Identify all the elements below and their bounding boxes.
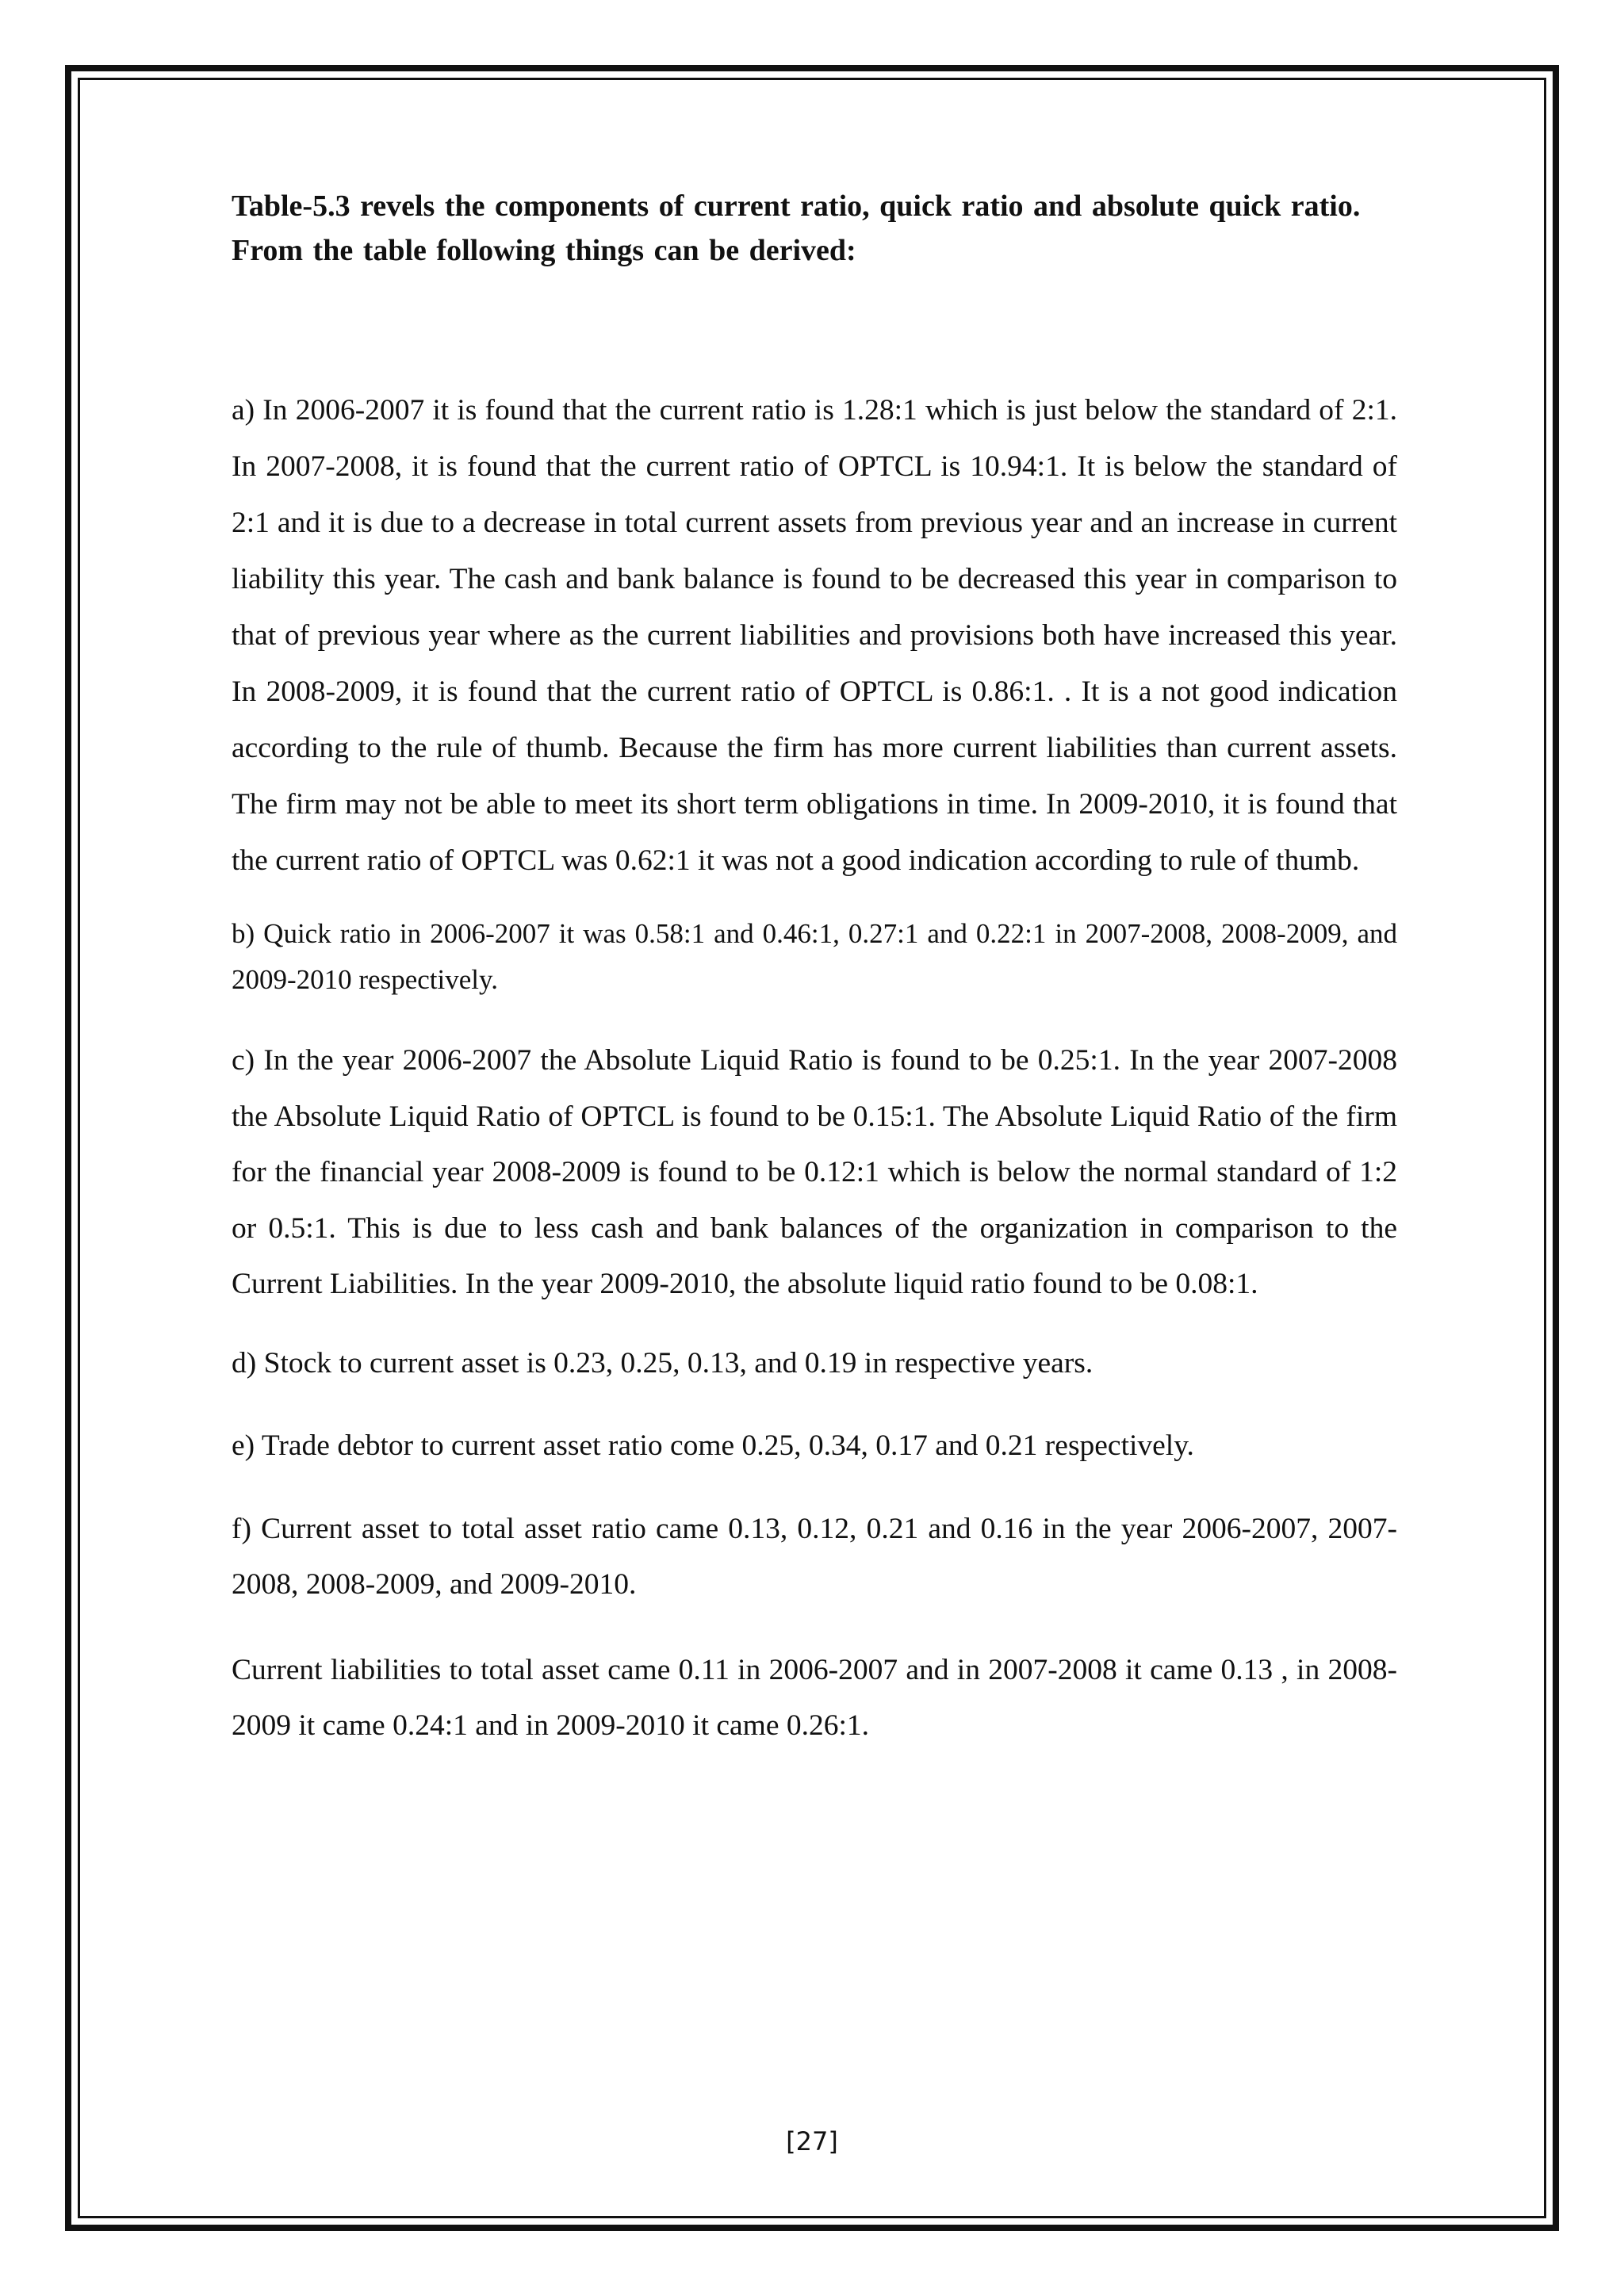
page-number: [27]	[786, 2126, 838, 2156]
paragraph-stock-to-current-asset: d) Stock to current asset is 0.23, 0.25, 0.13, and 0.19 in respective years.	[232, 1346, 1094, 1380]
paragraph-quick-ratio: b) Quick ratio in 2006-2007 it was 0.58:1 and 0.46:1, 0.27:1 and 0.22:1 in 2007-2008, 2008-2009, and 2009-2010 respectively.	[232, 918, 1397, 995]
paragraph-current-to-total-asset: f) Current asset to total asset ratio came 0.13, 0.12, 0.21 and 0.16 in the year 2006-2007, 2007-2008, 2008-2009, and 2009-2010.	[232, 1512, 1397, 1601]
paragraph-trade-debtor-ratio: e) Trade debtor to current asset ratio come 0.25, 0.34, 0.17 and 0.21 respectively.	[232, 1429, 1194, 1462]
paragraph-absolute-liquid-ratio: c) In the year 2006-2007 the Absolute Liquid Ratio is found to be 0.25:1. In the year 2007-2008 the Absolute Liquid Ratio of OPTCL is found to be 0.15:1. The Absolute Liquid Ratio of the firm for the financial year 2008-2009 is found to be 0.12:1 which is below the normal standard of 1:2 or 0.5:1. This is due to less cash and bank balances of the organization in comparison to the Current Liabilities. In the year 2009-2010, the absolute liquid ratio found to be 0.08:1.	[232, 1044, 1397, 1300]
paragraph-current-ratio: a) In 2006-2007 it is found that the current ratio is 1.28:1 which is just below the standard of 2:1. In 2007-2008, it is found that the current ratio of OPTCL is 10.94:1. It is below the standard of 2:1 and it is due to a decrease in total current assets from previous year and an increase in current liability this year. The cash and bank balance is found to be decreased this year in comparison to that of previous year where as the current liabilities and provisions both have increased this year. In 2008-2009, it is found that the current ratio of OPTCL is 0.86:1. . It is a not good indication according to the rule of thumb. Because the firm has more current liabilities than current assets. The firm may not be able to meet its short term obligations in time. In 2009-2010, it is found that the current ratio of OPTCL was 0.62:1 it was not a good indication according to rule of thumb.	[232, 394, 1397, 877]
page-content	[232, 184, 1397, 1754]
section-heading: Table-5.3 revels the components of current ratio, quick ratio and absolute quick ratio. From the table following things can be derived:	[232, 189, 1361, 267]
paragraph-current-liabilities-to-total-asset: Current liabilities to total asset came 0.11 in 2006-2007 and in 2007-2008 it came 0.13 , in 2008-2009 it came 0.24:1 and in 2009-2010 it came 0.26:1.	[232, 1653, 1397, 1742]
